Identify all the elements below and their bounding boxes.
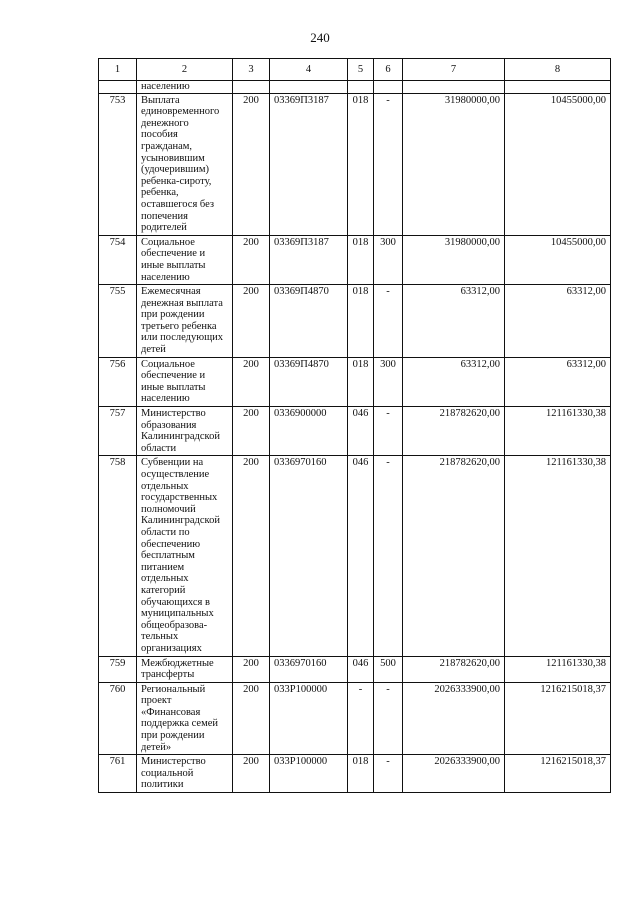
row-col3: 200	[233, 407, 270, 456]
header-cell: 4	[270, 59, 348, 81]
row-amount-7: 218782620,00	[403, 407, 505, 456]
continued-text: населению	[137, 81, 233, 94]
row-col6: -	[374, 456, 403, 656]
row-number: 758	[99, 456, 137, 656]
table-row	[99, 682, 611, 755]
row-col3: 200	[233, 235, 270, 284]
row-code: 03369П4870	[270, 285, 348, 358]
row-number: 760	[99, 682, 137, 755]
table-row	[99, 357, 611, 406]
row-amount-7: 31980000,00	[403, 235, 505, 284]
row-amount-7: 2026333900,00	[403, 755, 505, 793]
row-name: Министерство социальной политики	[137, 755, 233, 793]
row-col6: 300	[374, 235, 403, 284]
row-code: 0336970160	[270, 656, 348, 682]
row-name: Субвенции на осуществление отдельных государственных полномочий Калининградской области по обеспечению бесплатным питанием отдельных категорий обучающихся в муниципальных общеобразова-тельных организациях	[137, 456, 233, 656]
table-row	[99, 407, 611, 456]
row-number: 759	[99, 656, 137, 682]
row-col3: 200	[233, 682, 270, 755]
table-row	[99, 755, 611, 793]
row-name: Социальное обеспечение и иные выплаты населению	[137, 235, 233, 284]
row-col6: -	[374, 407, 403, 456]
row-amount-8: 1216215018,37	[505, 755, 611, 793]
row-code: 033P100000	[270, 682, 348, 755]
row-amount-8: 121161330,38	[505, 456, 611, 656]
row-name: Министерство образования Калининградской области	[137, 407, 233, 456]
row-number: 755	[99, 285, 137, 358]
table-row	[99, 656, 611, 682]
row-col5: 018	[348, 357, 374, 406]
row-col3: 200	[233, 93, 270, 235]
row-name: Социальное обеспечение и иные выплаты населению	[137, 357, 233, 406]
row-col5: 046	[348, 656, 374, 682]
header-cell: 2	[137, 59, 233, 81]
row-amount-7: 218782620,00	[403, 656, 505, 682]
header-cell: 7	[403, 59, 505, 81]
header-row	[99, 59, 611, 81]
row-amount-8: 63312,00	[505, 357, 611, 406]
row-number: 757	[99, 407, 137, 456]
row-number: 756	[99, 357, 137, 406]
row-col5: 046	[348, 456, 374, 656]
page-number: 240	[310, 30, 330, 45]
row-col5: -	[348, 682, 374, 755]
row-amount-8: 121161330,38	[505, 407, 611, 456]
row-code: 03369П3187	[270, 235, 348, 284]
row-col5: 018	[348, 285, 374, 358]
row-name: Выплата единовременного денежного пособия гражданам, усыновившим (удочерившим) ребенка-сироту, ребенка, оставшегося без попечения родителей	[137, 93, 233, 235]
row-col6: 500	[374, 656, 403, 682]
row-number: 754	[99, 235, 137, 284]
row-col6: 300	[374, 357, 403, 406]
table-row	[99, 456, 611, 656]
row-amount-7: 63312,00	[403, 357, 505, 406]
table-row	[99, 235, 611, 284]
row-col6: -	[374, 93, 403, 235]
row-col5: 018	[348, 93, 374, 235]
row-col3: 200	[233, 755, 270, 793]
row-col3: 200	[233, 456, 270, 656]
row-amount-8: 1216215018,37	[505, 682, 611, 755]
budget-table	[98, 58, 611, 793]
row-amount-8: 63312,00	[505, 285, 611, 358]
header-cell: 8	[505, 59, 611, 81]
row-name: Региональный проект «Финансовая поддержка семей при рождении детей»	[137, 682, 233, 755]
table-row	[99, 285, 611, 358]
row-col5: 018	[348, 755, 374, 793]
row-name: Межбюджетные трансферты	[137, 656, 233, 682]
row-code: 03369П3187	[270, 93, 348, 235]
row-col6: -	[374, 285, 403, 358]
row-amount-7: 63312,00	[403, 285, 505, 358]
continued-row	[99, 81, 611, 94]
row-code: 03369П4870	[270, 357, 348, 406]
row-amount-7: 31980000,00	[403, 93, 505, 235]
row-number: 753	[99, 93, 137, 235]
row-col3: 200	[233, 285, 270, 358]
row-amount-7: 218782620,00	[403, 456, 505, 656]
header-cell: 1	[99, 59, 137, 81]
row-amount-8: 10455000,00	[505, 93, 611, 235]
row-code: 033P100000	[270, 755, 348, 793]
row-code: 0336900000	[270, 407, 348, 456]
row-col5: 046	[348, 407, 374, 456]
row-amount-8: 10455000,00	[505, 235, 611, 284]
header-cell: 3	[233, 59, 270, 81]
row-code: 0336970160	[270, 456, 348, 656]
row-number: 761	[99, 755, 137, 793]
table-row	[99, 93, 611, 235]
header-cell: 6	[374, 59, 403, 81]
row-col6: -	[374, 755, 403, 793]
row-amount-7: 2026333900,00	[403, 682, 505, 755]
row-col6: -	[374, 682, 403, 755]
row-amount-8: 121161330,38	[505, 656, 611, 682]
row-col5: 018	[348, 235, 374, 284]
header-cell: 5	[348, 59, 374, 81]
row-col3: 200	[233, 357, 270, 406]
row-col3: 200	[233, 656, 270, 682]
row-name: Ежемесячная денежная выплата при рождении третьего ребенка или последующих детей	[137, 285, 233, 358]
